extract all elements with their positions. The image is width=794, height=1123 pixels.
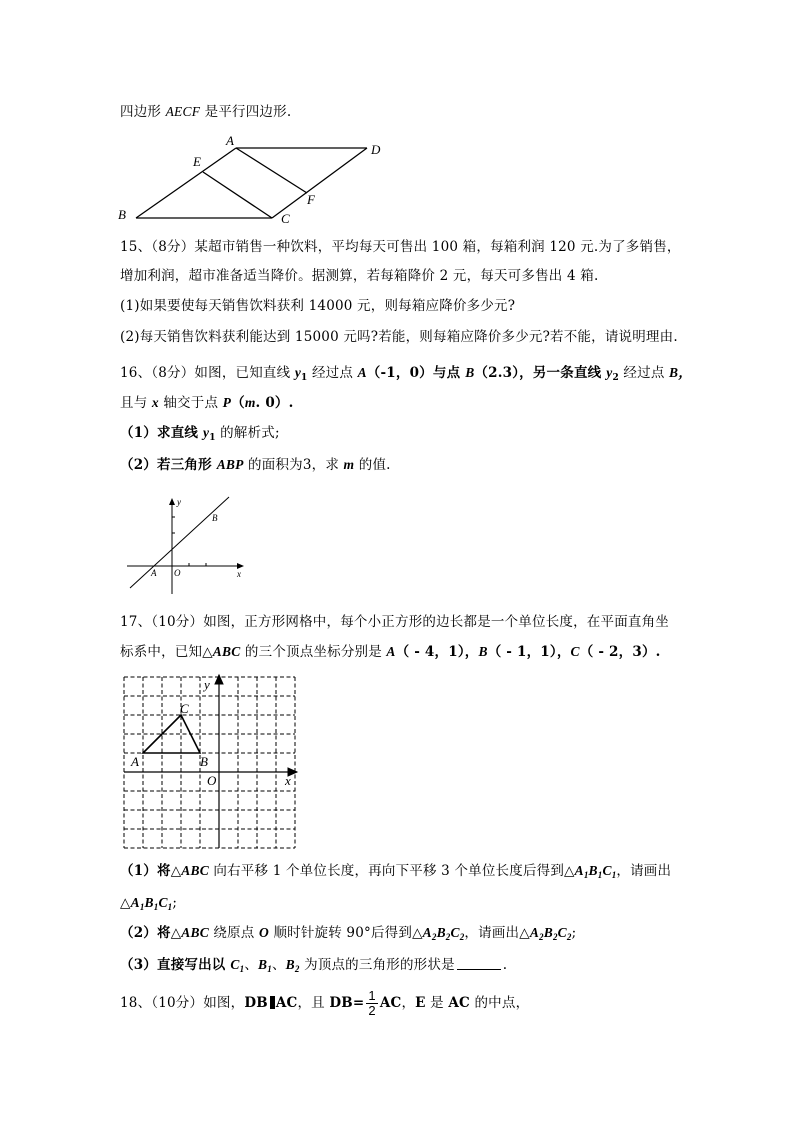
text: 顺时针旋转 90°后得到△	[268, 925, 423, 941]
text: △	[120, 895, 131, 911]
intro-text: 四边形	[120, 104, 166, 120]
parallel-symbol-icon	[270, 996, 275, 1009]
var-y: y	[606, 365, 613, 380]
q17-part1	[120, 862, 671, 880]
var-y: y	[203, 425, 210, 440]
q17-part3	[120, 956, 507, 974]
text: 的中点，	[469, 995, 530, 1011]
point-b: B	[478, 644, 488, 659]
triangle-abc: ABC	[181, 863, 209, 878]
subscript: 1	[209, 433, 216, 443]
point-a: A	[357, 365, 367, 380]
coord-b: （ - 1，1），	[487, 644, 571, 660]
text: 向右平移 1 个单位长度，再向下平移 3 个单位长度后得到△	[208, 863, 575, 879]
axis-label-x: x	[285, 773, 291, 788]
text: ;	[571, 925, 577, 941]
axis-label-y: y	[177, 497, 181, 507]
q17-line1: 17、（10分）如图，正方形网格中，每个小正方形的边长都是一个单位长度，在平面直角坐	[120, 614, 670, 630]
origin-label: O	[207, 773, 217, 788]
label-d: D	[371, 142, 381, 157]
text: （	[231, 395, 245, 411]
text: 的值.	[354, 457, 391, 473]
label-f: F	[307, 192, 315, 207]
text: （-1，0）与点	[366, 365, 466, 381]
segment-ac: AC	[275, 995, 298, 1011]
label-b: B	[118, 207, 126, 222]
text: . 0）.	[255, 395, 294, 411]
point-a: A	[386, 644, 396, 659]
text: （2.3），另一条直线	[474, 365, 607, 381]
triangle-abc: ABC	[181, 925, 209, 940]
intro-text-end: 是平行四边形.	[200, 104, 292, 120]
segment-ac: AC	[379, 995, 402, 1011]
text: （1）求直线	[120, 425, 203, 441]
subscript: 1	[301, 373, 308, 383]
q17-part2	[120, 924, 576, 942]
text: 16、（8分）如图，已知直线	[120, 365, 295, 381]
triangle-abp: ABP	[216, 457, 244, 472]
point-c: C	[570, 644, 580, 659]
point-label-a: A	[151, 568, 157, 578]
coord-a: （ - 4，1），	[395, 644, 479, 660]
q15-part1: (1)如果要使每天销售饮料获利 14000 元，则每箱应降价多少元?	[120, 298, 516, 314]
point-label-b: B	[200, 754, 208, 769]
q15-line2: 增加利润，超市准备适当降价。据测算，若每箱降价 2 元，每天可多售出 4 箱.	[120, 268, 599, 284]
axis-label-y: y	[204, 677, 210, 692]
origin-label: O	[174, 568, 181, 578]
text: 18、（10分）如图，	[120, 995, 245, 1011]
text: 的面积为3，求	[243, 457, 344, 473]
separator: 、	[244, 957, 259, 973]
point-b: B	[465, 365, 475, 380]
text: （3）直接写出以	[120, 957, 231, 973]
fraction-one-half: $\frac{1}{2}$	[368, 988, 376, 1018]
point-c1: $C_1$	[230, 957, 245, 974]
point-label-a: A	[131, 754, 139, 769]
separator: 、	[271, 957, 286, 973]
triangle-abc: ABC	[212, 644, 241, 659]
var-m: m	[343, 457, 355, 472]
var-x: x	[151, 395, 159, 410]
segment-db: DB	[244, 995, 268, 1011]
label-c: C	[281, 211, 290, 226]
q18-line1	[120, 989, 529, 1018]
segment-db: DB=	[329, 995, 365, 1011]
answer-blank[interactable]	[457, 957, 501, 970]
text: ，	[401, 995, 416, 1011]
subscript: 2	[612, 373, 619, 383]
triangle-a2b2c2: $A_2B_2C_2$	[529, 925, 572, 942]
point-label-c: C	[180, 701, 189, 716]
point-b: B，	[669, 365, 692, 380]
q15-line1: 15、（8分）某超市销售一种饮料，平均每天可售出 100 箱，每箱利润 120 元.为了多销售，	[120, 239, 681, 255]
text: ，且	[297, 995, 330, 1011]
var-m: m	[244, 395, 256, 410]
point-b2: $B_2$	[285, 957, 300, 974]
text: （2）若三角形	[120, 457, 217, 473]
text: ;	[172, 895, 178, 911]
text: 经过点	[307, 365, 358, 381]
triangle-a2b2c2: $A_2B_2C_2$	[422, 925, 465, 942]
point-e: E	[415, 995, 426, 1011]
point-b1: $B_1$	[258, 957, 272, 974]
triangle-a1b1c1: $A_1B_1C_1$	[130, 895, 173, 912]
text: 为顶点的三角形的形状是	[299, 957, 455, 973]
label-e: E	[193, 154, 201, 169]
text: 标系中，已知△	[120, 644, 213, 660]
text: 是	[425, 995, 449, 1011]
coord-c: （ - 2，3）.	[579, 644, 661, 660]
text: （2）将△	[120, 925, 182, 941]
text: 轴交于点	[158, 395, 223, 411]
text: （1）将△	[120, 863, 182, 879]
var-y: y	[294, 365, 302, 380]
triangle-a1b1c1: $A_1B_1C_1$	[574, 863, 617, 880]
point-p: P	[222, 395, 232, 410]
text: 的解析式;	[215, 425, 280, 441]
text: 经过点	[618, 365, 670, 381]
text: 的三个顶点坐标分别是	[240, 644, 387, 660]
origin-o: O	[259, 925, 269, 940]
shape-name: AECF	[165, 104, 201, 119]
q17-part1-cont	[120, 894, 177, 912]
label-a: A	[226, 133, 234, 148]
segment-ac: AC	[448, 995, 470, 1011]
text: 且与	[120, 395, 152, 411]
axis-label-x: x	[237, 569, 241, 579]
q15-part2: (2)每天销售饮料获利能达到 15000 元吗?若能，则每箱应降价多少元?若不能，请说明理由.	[120, 329, 678, 345]
text: ，请画出△	[464, 925, 530, 941]
text: .	[502, 957, 508, 973]
text: ，请画出	[616, 863, 672, 879]
point-label-b: B	[212, 513, 218, 523]
text: 绕原点	[208, 925, 259, 941]
